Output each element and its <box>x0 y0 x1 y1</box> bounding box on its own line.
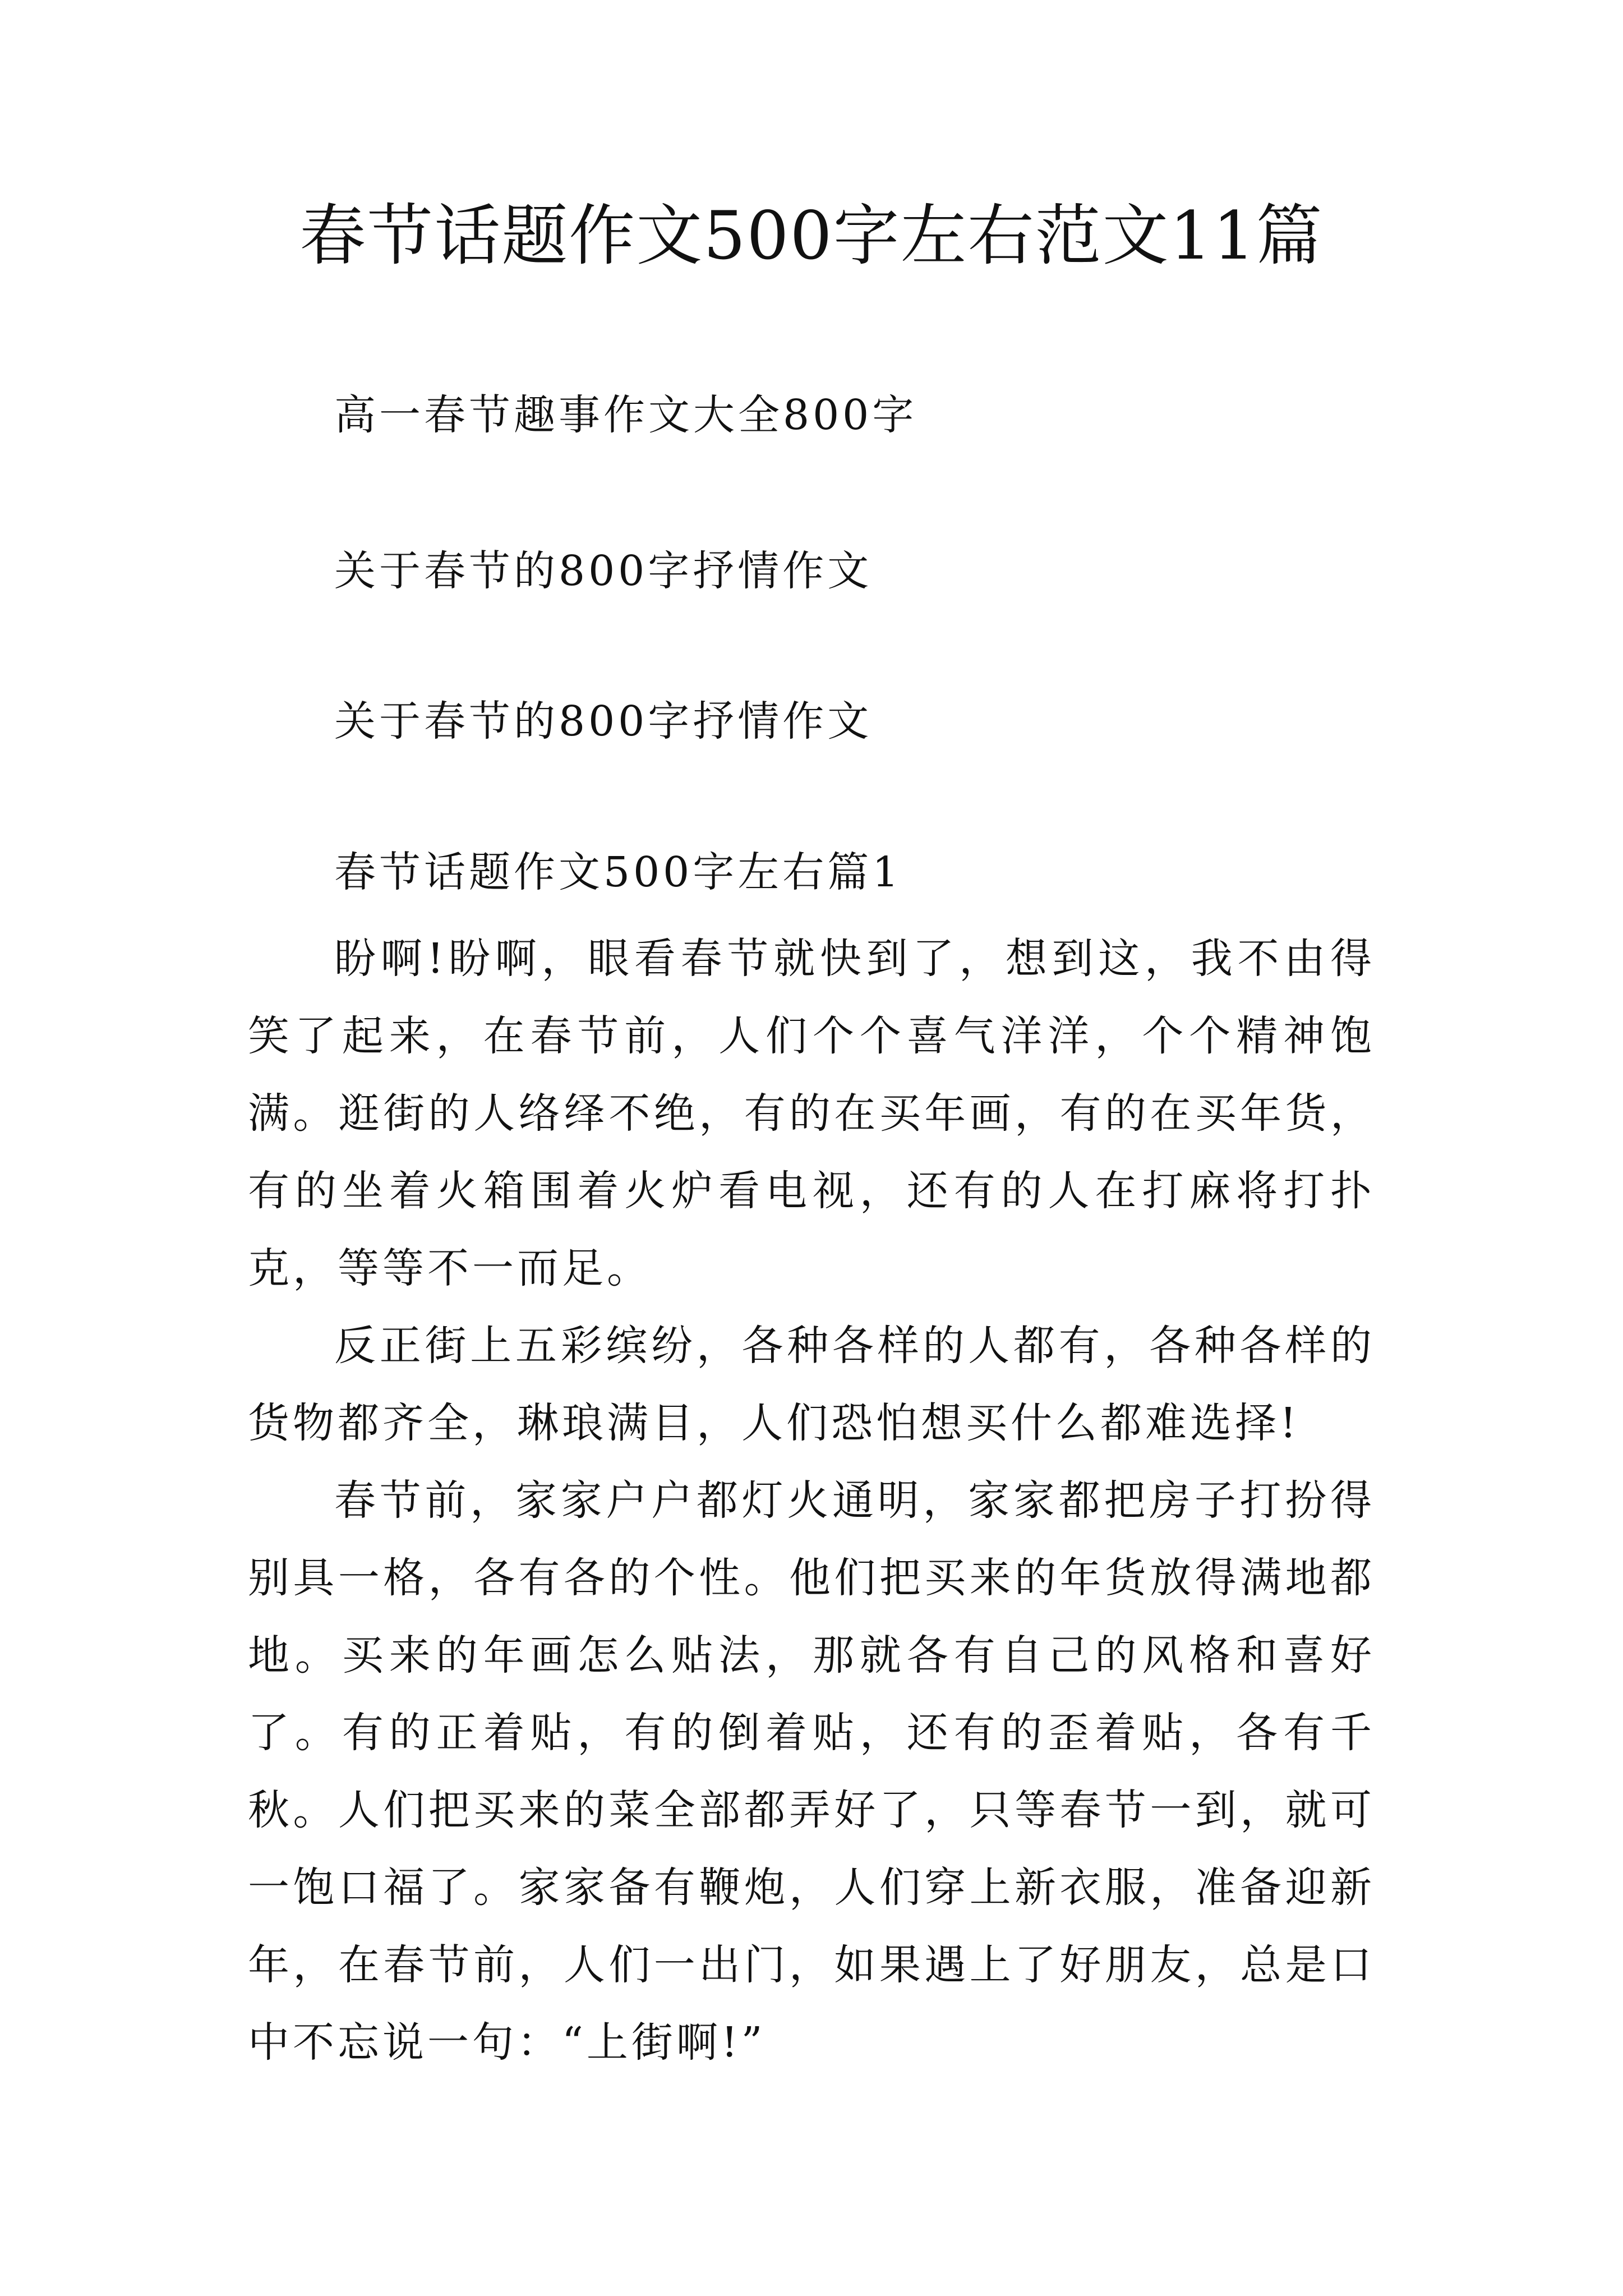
paragraph: 春节前，家家户户都灯火通明，家家都把房子打扮得别具一格，各有各的个性。他们把买来的年货放得满地都地。买来的年画怎么贴法，那就各有自己的风格和喜好了。有的正着贴，有的倒着贴，还有的歪着贴，各有千秋。人们把买来的菜全部都弄好了，只等春节一到，就可一饱口福了。家家备有鞭炮，人们穿上新衣服，准备迎新年，在春节前，人们一出门，如果遇上了好朋友，总是口中不忘说一句：“上街啊!” <box>248 1476 1375 2067</box>
related-link[interactable]: 关于春节的800字抒情作文 <box>334 547 873 595</box>
related-link[interactable]: 高一春节趣事作文大全800字 <box>334 391 917 439</box>
document-title: 春节话题作文500字左右范文11篇 <box>299 197 1324 274</box>
paragraph: 盼啊!盼啊，眼看春节就快到了，想到这，我不由得笑了起来，在春节前，人们个个喜气洋洋，个个精神饱满。逛街的人络绎不绝，有的在买年画，有的在买年货，有的坐着火箱围着火炉看电视，还有的人在打麻将打扑克，等等不一而足。 <box>248 935 1375 1292</box>
related-link[interactable]: 关于春节的800字抒情作文 <box>334 697 873 746</box>
paragraph: 反正街上五彩缤纷，各种各样的人都有，各种各样的货物都齐全，琳琅满目，人们恐怕想买什么都难选择! <box>248 1322 1375 1447</box>
section-heading: 春节话题作文500字左右篇1 <box>334 848 902 896</box>
article-body <box>248 920 1375 2081</box>
